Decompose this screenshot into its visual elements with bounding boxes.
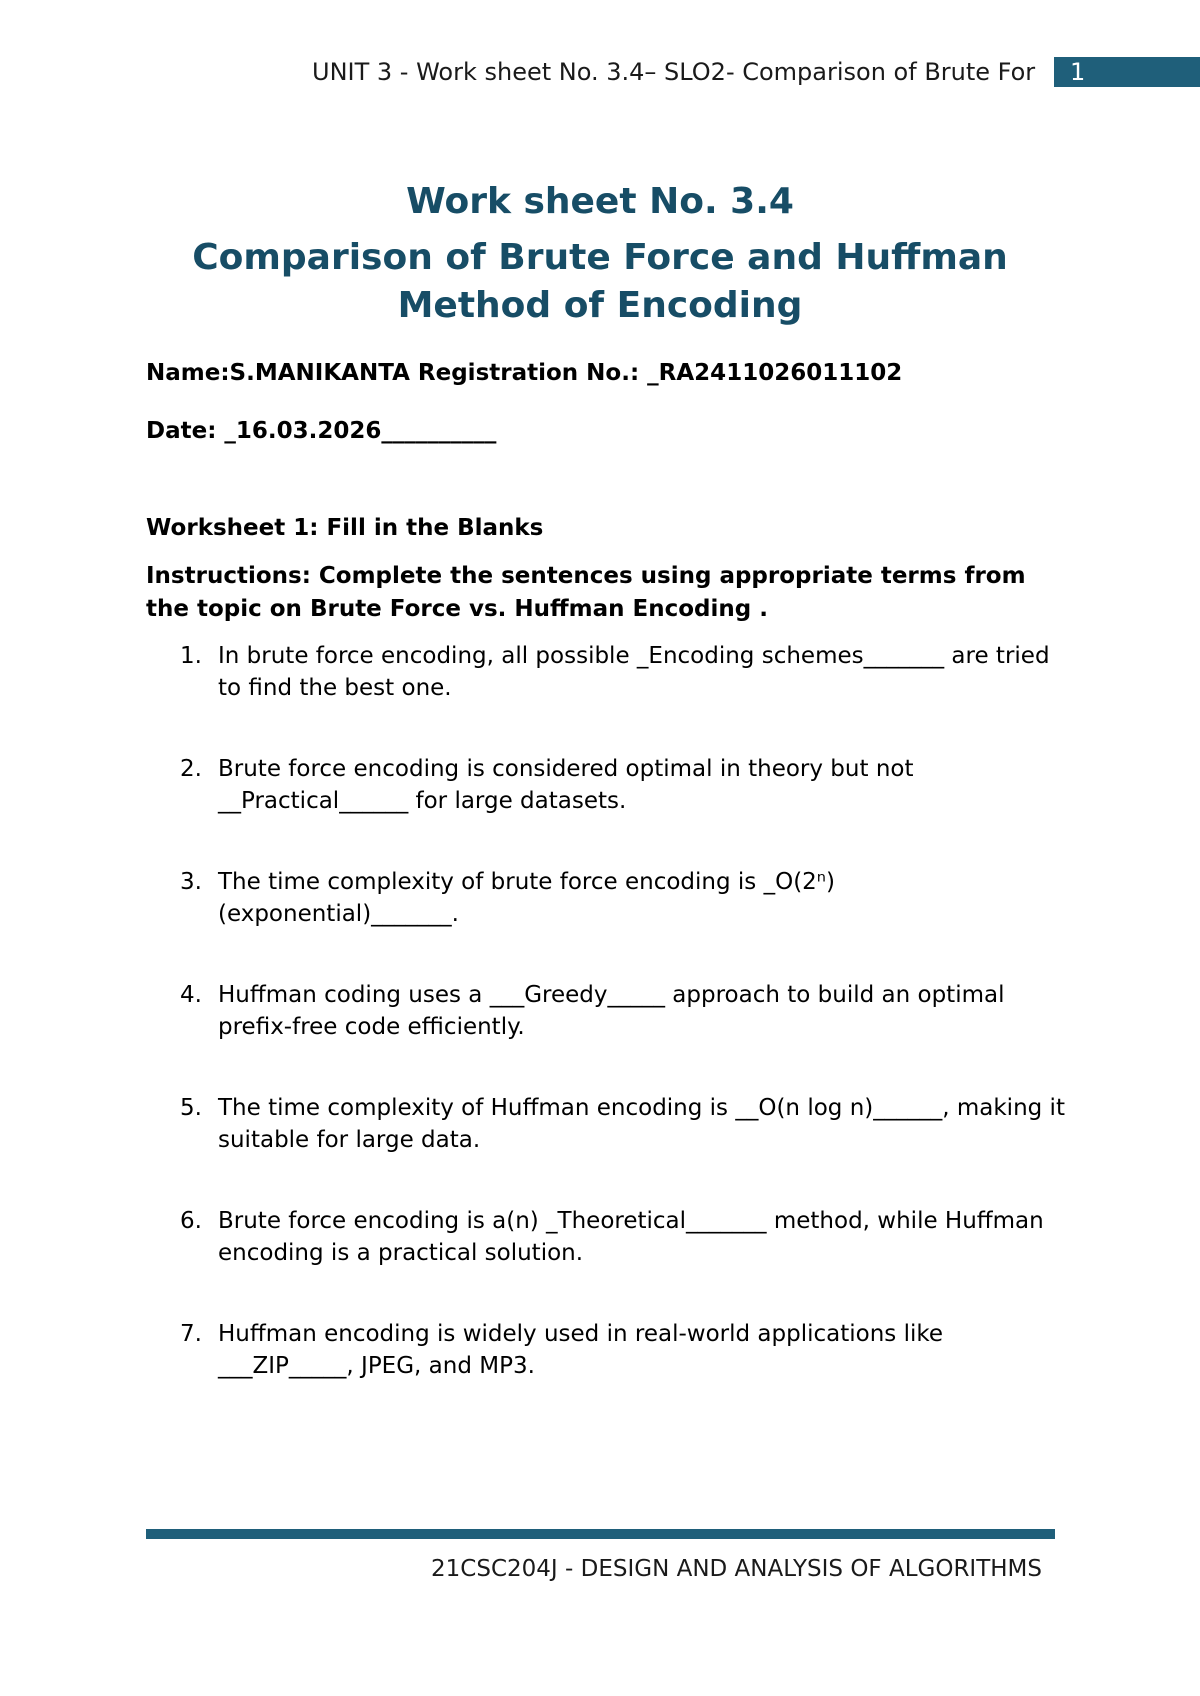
question-number: 6. bbox=[180, 1208, 202, 1234]
question-item bbox=[146, 1205, 1066, 1269]
question-text: The time complexity of brute force encoding is _O(2ⁿ) (exponential)_______. bbox=[218, 869, 835, 927]
question-text: Brute force encoding is a(n) _Theoretical_______ method, while Huffman encoding is a practical solution. bbox=[218, 1208, 1044, 1266]
question-number: 3. bbox=[180, 869, 202, 895]
question-number: 7. bbox=[180, 1321, 202, 1347]
date-field: Date: _16.03.2026__________ bbox=[146, 418, 497, 444]
question-list bbox=[146, 640, 1066, 1431]
footer-divider bbox=[146, 1529, 1055, 1539]
page-number-badge: 1 bbox=[1054, 57, 1200, 87]
question-text: Brute force encoding is considered optimal in theory but not __Practical______ for large datasets. bbox=[218, 756, 914, 814]
question-text: In brute force encoding, all possible _Encoding schemes_______ are tried to find the best one. bbox=[218, 643, 1050, 701]
course-footer: 21CSC204J - DESIGN AND ANALYSIS OF ALGORITHMS bbox=[431, 1556, 1042, 1582]
question-number: 4. bbox=[180, 982, 202, 1008]
question-item bbox=[146, 979, 1066, 1043]
subtitle-line-1: Comparison of Brute Force and Huffman bbox=[192, 237, 1008, 278]
question-item bbox=[146, 1318, 1066, 1382]
question-text: Huffman coding uses a ___Greedy_____ approach to build an optimal prefix-free code efficiently. bbox=[218, 982, 1005, 1040]
subtitle-line-2: Method of Encoding bbox=[397, 285, 803, 326]
worksheet-title: Work sheet No. 3.4 bbox=[406, 181, 794, 222]
question-text: The time complexity of Huffman encoding is __O(n log n)______, making it suitable for large data. bbox=[218, 1095, 1065, 1153]
worksheet-heading: Worksheet 1: Fill in the Blanks bbox=[146, 515, 544, 541]
instructions: Instructions: Complete the sentences using appropriate terms from the topic on Brute Force vs. Huffman Encoding . bbox=[146, 563, 1026, 622]
name-registration-field: Name:S.MANIKANTA Registration No.: _RA2411026011102 bbox=[146, 360, 903, 386]
question-number: 1. bbox=[180, 643, 202, 669]
question-item bbox=[146, 866, 1066, 930]
question-text: Huffman encoding is widely used in real-world applications like ___ZIP_____, JPEG, and MP3. bbox=[218, 1321, 943, 1379]
question-number: 2. bbox=[180, 756, 202, 782]
running-header: UNIT 3 - Work sheet No. 3.4– SLO2- Comparison of Brute For bbox=[312, 58, 1036, 86]
question-item bbox=[146, 1092, 1066, 1156]
question-number: 5. bbox=[180, 1095, 202, 1121]
question-item bbox=[146, 753, 1066, 817]
question-item bbox=[146, 640, 1066, 704]
worksheet-subtitle bbox=[0, 234, 1200, 330]
